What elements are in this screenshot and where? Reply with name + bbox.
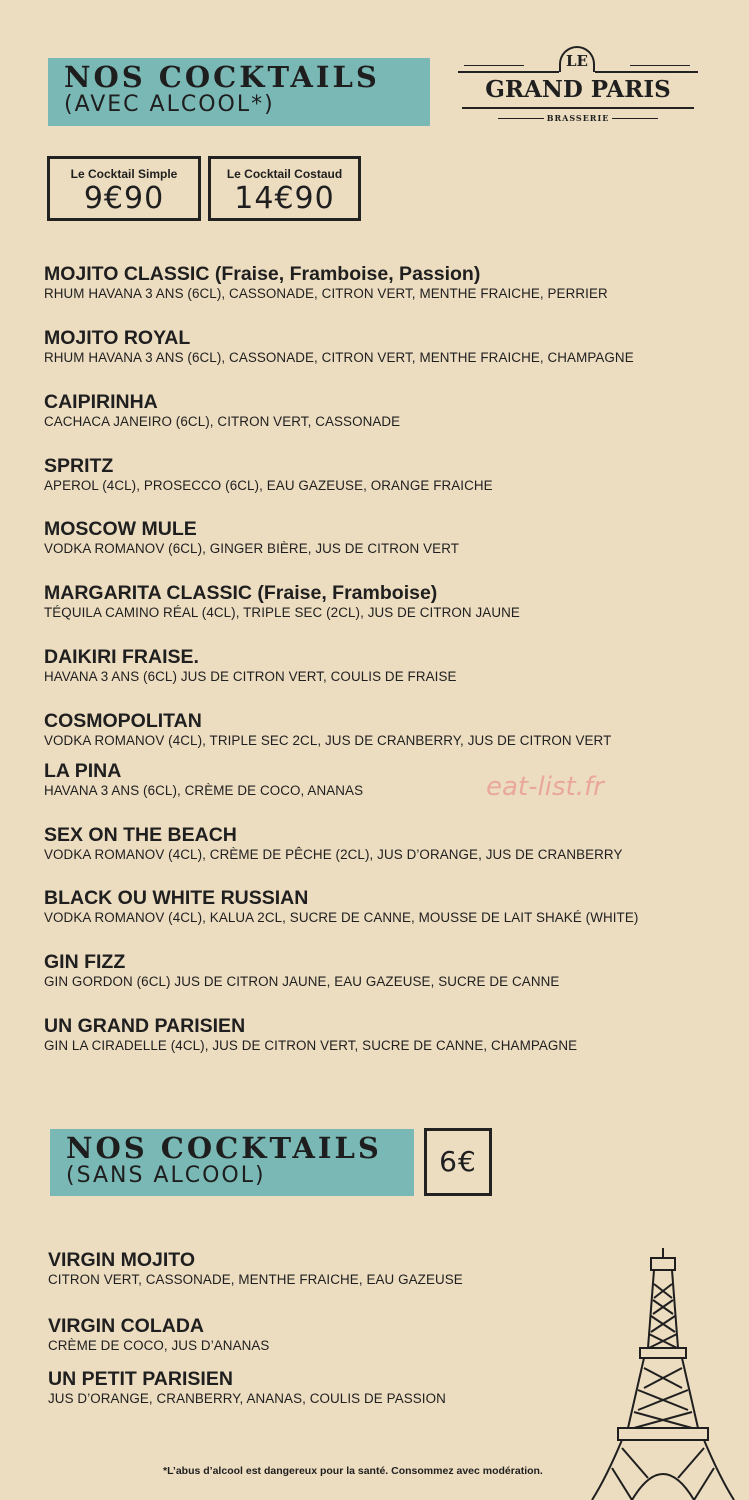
section-banner-alcohol-free xyxy=(50,1129,414,1196)
item-description: GIN GORDON (6CL) JUS DE CITRON JAUNE, EAU GAZEUSE, SUCRE DE CANNE xyxy=(44,974,560,989)
section-title: NOS COCKTAILS xyxy=(66,1131,382,1165)
item-description: VODKA ROMANOV (4CL), TRIPLE SEC 2CL, JUS DE CRANBERRY, JUS DE CITRON VERT xyxy=(44,733,612,748)
item-description: VODKA ROMANOV (4CL), CRÈME DE PÊCHE (2CL), JUS D’ORANGE, JUS DE CRANBERRY xyxy=(44,847,623,862)
price-box-simple xyxy=(47,156,201,221)
menu-item xyxy=(44,455,734,494)
item-name: VIRGIN MOJITO xyxy=(48,1249,195,1271)
menu-item xyxy=(44,951,734,990)
item-name: MOSCOW MULE xyxy=(44,518,197,540)
logo-rule xyxy=(462,107,694,109)
menu-item xyxy=(44,824,734,863)
watermark: eat-list.fr xyxy=(486,772,604,802)
item-description: GIN LA CIRADELLE (4CL), JUS DE CITRON VERT, SUCRE DE CANNE, CHAMPAGNE xyxy=(44,1038,578,1053)
item-description: VODKA ROMANOV (6CL), GINGER BIÈRE, JUS DE CITRON VERT xyxy=(44,541,460,556)
price-box-costaud xyxy=(208,156,361,221)
logo-rule xyxy=(630,65,690,66)
menu-item xyxy=(44,1015,734,1054)
item-name: CAIPIRINHA xyxy=(44,391,158,413)
section-subtitle: (SANS ALCOOL) xyxy=(66,1163,266,1188)
menu-item xyxy=(44,582,734,621)
item-description: HAVANA 3 ANS (6CL) JUS DE CITRON VERT, COULIS DE FRAISE xyxy=(44,669,457,684)
item-description: CRÈME DE COCO, JUS D’ANANAS xyxy=(48,1338,270,1353)
item-name: SEX ON THE BEACH xyxy=(44,824,237,846)
section-subtitle: (AVEC ALCOOL*) xyxy=(64,92,275,117)
item-name: MOJITO CLASSIC (Fraise, Framboise, Passion) xyxy=(44,263,481,285)
menu-item xyxy=(44,887,734,926)
logo-rule xyxy=(464,65,524,66)
item-description: APEROL (4CL), PROSECCO (6CL), EAU GAZEUSE, ORANGE FRAICHE xyxy=(44,478,493,493)
logo-rule xyxy=(595,71,698,73)
item-description: HAVANA 3 ANS (6CL), CRÈME DE COCO, ANANAS xyxy=(44,783,364,798)
item-name: LA PINA xyxy=(44,760,122,782)
menu-item xyxy=(44,327,734,366)
price-label: Le Cocktail Simple xyxy=(70,167,178,181)
item-name: SPRITZ xyxy=(44,455,114,477)
brand-logo xyxy=(458,44,698,128)
item-description: CACHACA JANEIRO (6CL), CITRON VERT, CASSONADE xyxy=(44,414,401,429)
eiffel-tower-icon xyxy=(588,1248,738,1500)
menu-item xyxy=(44,760,734,799)
item-description: CITRON VERT, CASSONADE, MENTHE FRAICHE, EAU GAZEUSE xyxy=(48,1272,463,1287)
item-name: UN PETIT PARISIEN xyxy=(48,1368,233,1390)
logo-le: LE xyxy=(559,46,595,72)
item-description: TÉQUILA CAMINO RÉAL (4CL), TRIPLE SEC (2CL), JUS DE CITRON JAUNE xyxy=(44,605,520,620)
price-label: Le Cocktail Costaud xyxy=(226,167,343,181)
item-name: COSMOPOLITAN xyxy=(44,710,202,732)
logo-rule xyxy=(458,71,559,73)
item-name: VIRGIN COLADA xyxy=(48,1315,204,1337)
logo-name: GRAND PARIS xyxy=(485,76,671,103)
item-description: RHUM HAVANA 3 ANS (6CL), CASSONADE, CITRON VERT, MENTHE FRAICHE, PERRIER xyxy=(44,286,608,301)
price-value: 14€90 xyxy=(234,181,335,216)
item-name: MARGARITA CLASSIC (Fraise, Framboise) xyxy=(44,582,438,604)
price-box-virgin xyxy=(424,1128,492,1196)
item-name: UN GRAND PARISIEN xyxy=(44,1015,246,1037)
logo-subtitle: BRASSERIE xyxy=(546,113,610,123)
menu-item xyxy=(44,263,734,302)
menu-item xyxy=(44,646,734,685)
item-name: BLACK OU WHITE RUSSIAN xyxy=(44,887,309,909)
disclaimer: *L’abus d’alcool est dangereux pour la santé. Consommez avec modération. xyxy=(163,1465,543,1477)
price-value: 9€90 xyxy=(83,181,165,216)
item-name: GIN FIZZ xyxy=(44,951,126,973)
menu-item xyxy=(44,391,734,430)
section-banner-alcohol xyxy=(48,58,430,126)
section-title: NOS COCKTAILS xyxy=(64,60,380,94)
menu-item xyxy=(44,518,734,557)
item-description: VODKA ROMANOV (4CL), KALUA 2CL, SUCRE DE CANNE, MOUSSE DE LAIT SHAKÉ (WHITE) xyxy=(44,910,639,925)
item-name: MOJITO ROYAL xyxy=(44,327,191,349)
menu-item xyxy=(44,710,734,749)
price-value: 6€ xyxy=(439,1145,477,1178)
item-name: DAIKIRI FRAISE. xyxy=(44,646,199,668)
item-description: JUS D’ORANGE, CRANBERRY, ANANAS, COULIS DE PASSION xyxy=(48,1391,446,1406)
item-description: RHUM HAVANA 3 ANS (6CL), CASSONADE, CITRON VERT, MENTHE FRAICHE, CHAMPAGNE xyxy=(44,350,634,365)
